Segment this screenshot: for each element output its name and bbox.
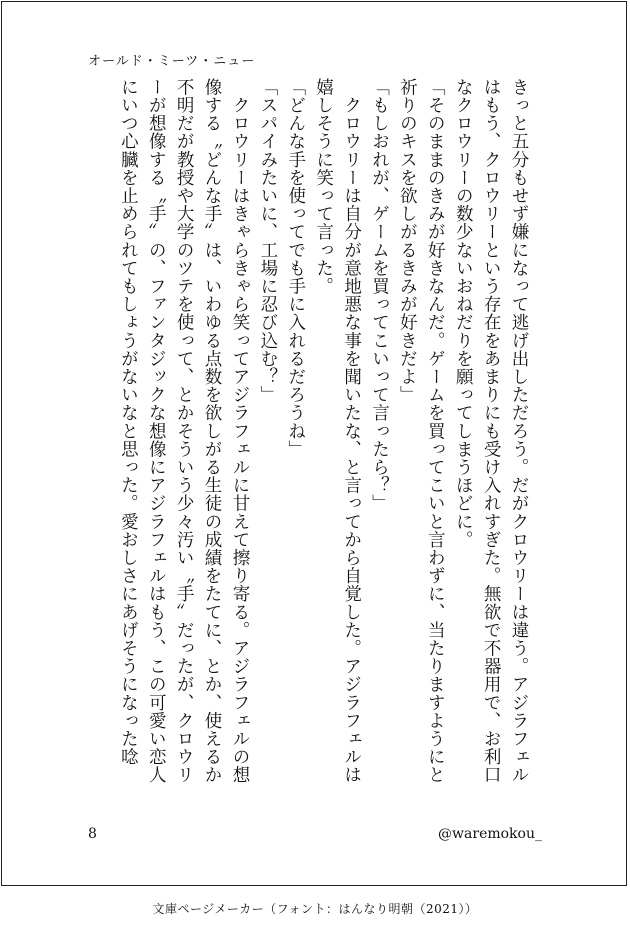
paragraph-4: クロウリーは自分が意地悪な事を聞いたな、と言ってから自覚した。アジラフェルは嬉しそうに笑って言った。 [313, 78, 362, 784]
running-header-title: オールド・ミーツ・ニュー [88, 54, 256, 69]
paragraph-3: 「もしおれが、ゲームを買ってこいって言ったら？」 [369, 78, 390, 513]
page-number: 8 [88, 826, 97, 842]
vertical-body-text [86, 78, 532, 790]
generator-credit: 文庫ページメーカー（フォント：はんなり明朝（2021）） [152, 902, 478, 916]
paragraph-2: 「そのままのきみが好きなんだ。ゲームを買ってこいと言わずに、当たりますようにと祈りのキスを欲しがるきみが好きだよ」 [397, 78, 446, 784]
paragraph-6: 「スパイみたいに、工場に忍び込む？」 [257, 78, 278, 404]
book-page [1, 1, 627, 886]
author-handle: @waremokou_ [438, 826, 542, 842]
paragraph-7: クロウリーはきゃらきゃら笑ってアジラフェルに甘えて擦り寄る。アジラフェルの想像する〝どんな手〟は、いわゆる点数を欲しがる生徒の成績をたてに、とか、使えるか不明だが教授や大学のツテを使って、とかそういう少々汚い〝手〟だったが、クロウリーが想像する〝手〟の、ファンタジックな想像にアジラフェルはもう、この可愛い恋人にいつ心臓を止められてもしょうがないなと思った。愛おしさにあげそうになった唸 [118, 78, 250, 784]
paragraph-5: 「どんな手を使ってでも手に入れるだろうね」 [285, 78, 306, 459]
paragraph-1: きっと五分もせず嫌になって逃げ出しただろう。だがクロウリーは違う。アジラフェルはもう、クロウリーという存在をあまりにも受け入れすぎた。無欲で不器用で、お利口なクロウリーの数少ないおねだりを願ってしまうほどに。 [453, 78, 529, 784]
